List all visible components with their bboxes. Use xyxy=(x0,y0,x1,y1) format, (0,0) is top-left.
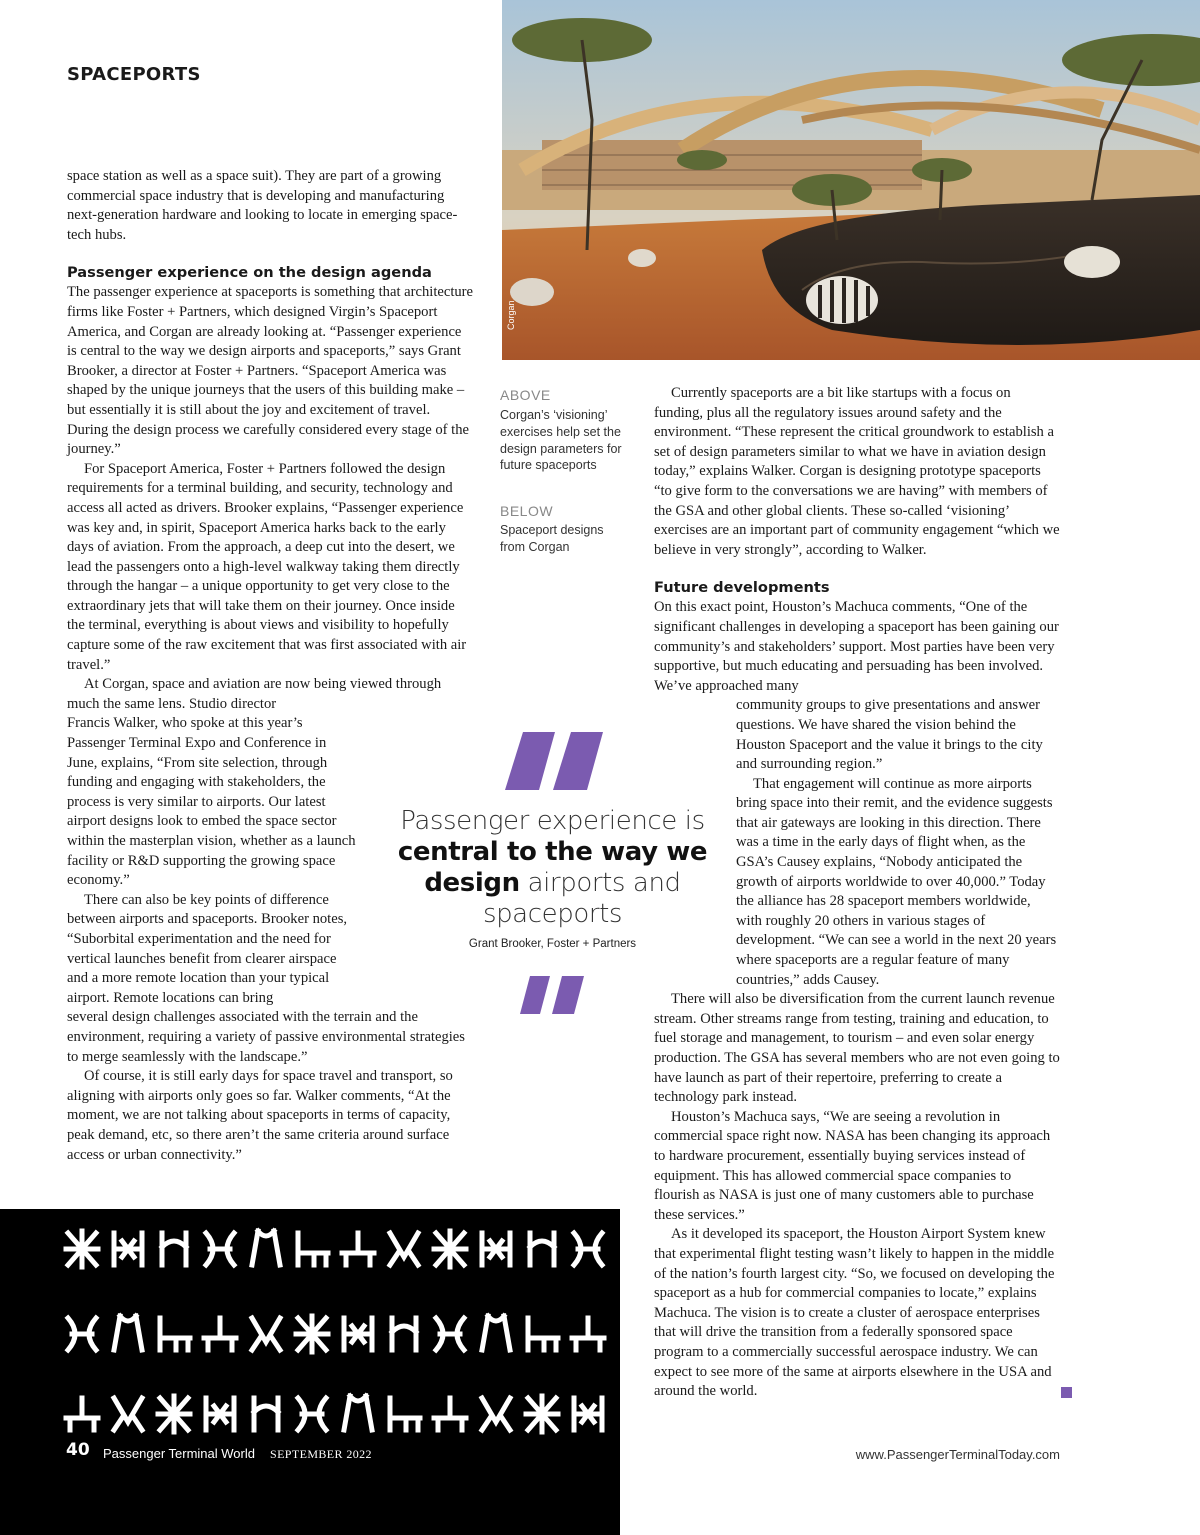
pull-quote-text: airports and spaceports xyxy=(482,868,681,929)
spaceport-glyph-icon xyxy=(296,1316,328,1352)
spaceport-glyph-icon xyxy=(206,1398,234,1430)
caption-below-label: BELOW xyxy=(500,503,554,519)
paragraph: The passenger experience at spaceports is something that architecture firms like Foster + Partners, which designed Virgin’s Spaceport America, and Corgan are already looking at. “Passenger experience is central to the way we design airports and spaceports,” says Grant Brooker, a director at Foster + Partners. “Spaceport America was shaped by the unique journeys that the users of this building make – but essentially it is still about the joy and excitement of travel. During the design process we carefully considered every stage of the journey.” xyxy=(67,284,474,458)
spaceport-glyph-icon xyxy=(160,1318,190,1350)
spaceport-glyph-icon xyxy=(114,1233,142,1265)
pull-quote-text: Passenger experience is xyxy=(400,806,705,836)
paragraph: As it developed its spaceport, the Houston Airport System knew that experimental flight testing wasn’t likely to happen in the middle of the nation’s fourth largest city. “So, we focused on developing the spaceport as a hub for commercial companies to locate,” explains Machuca. The vision is to create a cluster of aerospace enterprises that will drive the transition from a federally sponsored space program to a commercially successful aerospace industry. We can expect to see more of the same at airports elsewhere in the USA and around the world. xyxy=(654,1226,1055,1400)
spaceport-glyph-icon xyxy=(482,1316,510,1350)
spaceport-glyph-icon xyxy=(574,1398,602,1430)
spaceport-glyph-icon xyxy=(392,1318,416,1350)
caption-below-text: Spaceport designs from Corgan xyxy=(500,523,604,554)
section-heading: Passenger experience on the design agenda xyxy=(67,264,432,282)
website-link[interactable]: www.PassengerTerminalToday.com xyxy=(855,1447,1060,1462)
spaceport-glyph-icon xyxy=(436,1318,464,1350)
spaceport-glyph-icon xyxy=(162,1233,186,1265)
paragraph: There will also be diversification from the current launch revenue stream. Other streams range from testing, training and education, to fuel storage and management, to tourism – and even solar energy production. The GSA has several members who are not even going to have launch as part of their repertoire, preferring to create a technology park instead. xyxy=(654,991,1060,1106)
paragraph: community groups to give presentations and answer questions. We have shared the vision behind the Houston Spaceport and the value it brings to the city and surrounding region.” xyxy=(736,697,1043,773)
spaceport-glyph-icon xyxy=(206,1233,234,1265)
caption-above-label: ABOVE xyxy=(500,387,551,403)
paragraph: That engagement will continue as more airports bring space into their remit, and the evidence suggests that air gateways are looking in this direction. There was a time in the early days of flight when, as the GSA’s Causey explains, “Nobody anticipated the growth of airports worldwide to over 40,000.” Today the alliance has 28 spaceport members worldwide, with roughly 20 others in various stages of development. “We can see a world in the next 20 years where spaceports are a regular feature of many countries,” adds Causey. xyxy=(736,775,1057,988)
spaceport-design-glyphs xyxy=(0,1209,620,1535)
page-number: 40 xyxy=(66,1440,90,1460)
paragraph: space station as well as a space suit). They are part of a growing commercial space industry that is developing and manufacturing next-generation hardware and looking to locate in emerging space-tech hubs. xyxy=(67,168,458,243)
spaceport-glyph-icon xyxy=(252,1231,280,1265)
section-heading: Future developments xyxy=(654,579,830,597)
photo-credit: Corgan xyxy=(506,300,516,330)
paragraph: At Corgan, space and aviation are now being viewed through much the same lens. Studio director xyxy=(67,676,442,712)
spaceport-glyph-icon xyxy=(574,1233,602,1265)
spaceport-glyph-icon xyxy=(158,1396,190,1432)
spaceport-glyph-icon xyxy=(114,1398,142,1430)
spaceport-rendering-photo xyxy=(502,0,1200,360)
paragraph: Francis Walker, who spoke at this year’s Passenger Terminal Expo and Conference in June, explains, “From site selection, through funding and engaging with stakeholders, the process is very similar to airports. Our latest airport designs look to embed the space sector within the masterplan vision, whether as a launch facility or R&D supporting the growing space economy.” xyxy=(67,715,356,889)
pull-quote-emphasis: central to the way we design xyxy=(397,837,708,898)
spaceport-glyph-icon xyxy=(344,1396,372,1430)
paragraph: There can also be key points of difference between airports and spaceports. Brooker notes, “Suborbital experimentation and the need for vertical launches benefit from clearer airspace and a more remote location than your typical airport. Remote locations can bring xyxy=(67,891,348,1006)
open-quote-mark-icon xyxy=(505,732,605,790)
paragraph: Currently spaceports are a bit like startups with a focus on funding, plus all the regulatory issues around safety and the environment. “These represent the critical groundwork to establish a set of design parameters similar to what we have in aviation design today,” explains Walker. Corgan is designing prototype spaceports “to give form to the conversations we are having” with members of the GSA and other global clients. These so-called ‘visioning’ exercises are an important part of community engagement “which we believe in very strongly”, according to Walker. xyxy=(654,385,1060,558)
spaceport-glyph-icon xyxy=(252,1318,280,1350)
spaceport-glyph-icon xyxy=(298,1398,326,1430)
spaceport-glyph-icon xyxy=(530,1233,554,1265)
section-label: SPACEPORTS xyxy=(67,64,201,85)
spaceport-glyph-icon xyxy=(434,1398,466,1430)
pull-quote xyxy=(395,806,710,930)
paragraph: On this exact point, Houston’s Machuca comments, “One of the significant challenges in developing a spaceport has been gaining our community’s and stakeholders’ support. Most parties have been very supportive, but much educating and persuading has been involved. We’ve approached many xyxy=(654,599,1059,694)
end-mark xyxy=(1061,1387,1072,1398)
caption-above-text: Corgan’s ‘visioning’ exercises help set the design parameters for future spaceports xyxy=(500,408,622,473)
right-column xyxy=(654,384,1060,1402)
spaceport-glyph-icon xyxy=(298,1233,328,1265)
close-quote-mark-icon xyxy=(520,976,588,1014)
spaceport-designs-panel xyxy=(0,1209,620,1535)
spaceport-glyph-icon xyxy=(572,1318,604,1350)
paragraph: several design challenges associated with the terrain and the environment, requiring a variety of passive environmental strategies to merge seamlessly with the landscape.” xyxy=(67,1009,465,1065)
spaceport-glyph-icon xyxy=(342,1233,374,1265)
spaceport-glyph-icon xyxy=(204,1318,236,1350)
spaceport-glyph-icon xyxy=(254,1398,278,1430)
spaceport-glyph-icon xyxy=(66,1231,98,1267)
publication-name: Passenger Terminal World xyxy=(103,1446,255,1461)
spaceport-glyph-icon xyxy=(526,1396,558,1432)
paragraph: Houston’s Machuca says, “We are seeing a revolution in commercial space right now. NASA has been changing its approach to hardware procurement, essentially buying services instead of equipment. This has allowed commercial space companies to flourish as NASA is just one of many customers able to purchase these services.” xyxy=(654,1108,1051,1223)
spaceport-glyph-icon xyxy=(114,1316,142,1350)
issue-date: SEPTEMBER 2022 xyxy=(270,1447,372,1461)
spaceport-glyph-icon xyxy=(66,1398,98,1430)
spaceport-glyph-icon xyxy=(390,1398,420,1430)
left-column xyxy=(67,167,474,1165)
pull-quote-attribution: Grant Brooker, Foster + Partners xyxy=(468,938,637,950)
spaceport-glyph-icon xyxy=(482,1233,510,1265)
paragraph: Of course, it is still early days for space travel and transport, so aligning with airports only goes so far. Walker comments, “At the moment, we are not talking about spaceports in terms of capacity, peak demand, etc, so there aren’t the same criteria around surface access or urban connectivity.” xyxy=(67,1068,453,1163)
spaceport-glyph-icon xyxy=(482,1398,510,1430)
spaceport-glyph-icon xyxy=(390,1233,418,1265)
paragraph: For Spaceport America, Foster + Partners followed the design requirements for a terminal building, and security, technology and access all acted as drivers. Brooker explains, “Passenger experience was key and, in spirit, Spaceport America harks back to the early days of aviation. From the approach, a deep cut into the desert, we lead the passengers onto a high-level walkway taking them directly through the hangar – a unique opportunity to get very close to the extraordinary jets that will take them on their journey. Once inside the terminal, everything is about views and visibility to hopefully capture some of the raw excitement that was first associated with air travel.” xyxy=(67,460,467,673)
spaceport-glyph-icon xyxy=(68,1318,96,1350)
spaceport-glyph-icon xyxy=(528,1318,558,1350)
spaceport-glyph-icon xyxy=(434,1231,466,1267)
spaceport-glyph-icon xyxy=(344,1318,372,1350)
